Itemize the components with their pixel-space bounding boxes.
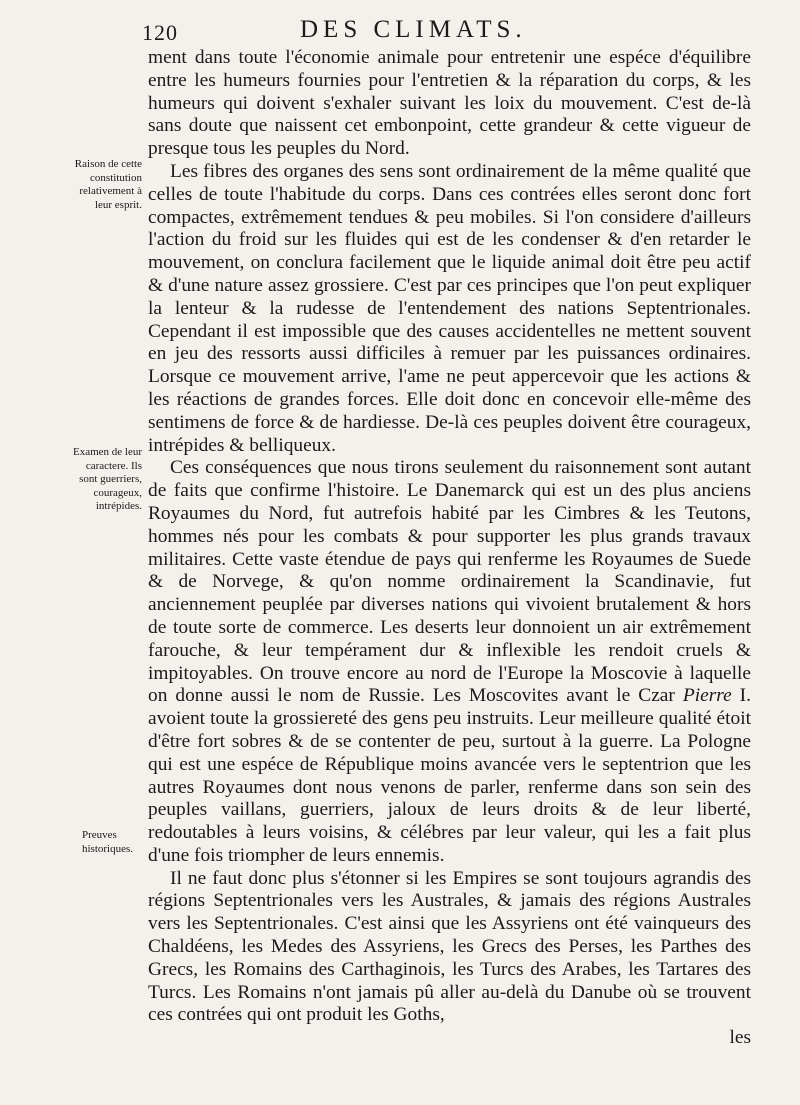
paragraph-fibres: Les fibres des organes des sens sont ordinairement de la même qualité que celles de toute l'habitude du corps. Dans ces contrées elles seront donc fort compactes, extrêmement tendues & peu mobiles. Si l'on considere d'ailleurs l'action du froid sur les fluides qui est de les condenser & d'en retarder le mouvement, on conclura facilement que le liquide animal doit être peu actif & d'une nature assez grossiere. C'est par ces principes que l'on peut expliquer la lenteur & la rudesse de l'entendement des nations Septentrionales. Cependant il est impossible que des causes accidentelles ne mettent souvent en jeu des ressorts aussi difficiles à remuer par les puissances ordinaires. Lorsque ce mouvement arrive, l'ame ne peut appercevoir que les actions & les réactions de grandes forces. Elle doit donc en concevoir elle-même des sentimens de force & de hardiesse. De-là ces peuples doivent être courageux, intrépides & belliqueux. xyxy=(148,160,751,456)
body-text xyxy=(148,47,751,1050)
margin-note-examen: Examen de leur caractere. Ils sont guerriers, courageux, intrépides. xyxy=(72,446,142,512)
page-number: 120 xyxy=(142,20,178,45)
running-title: DES CLIMATS. xyxy=(300,16,527,43)
italic-name-pierre: Pierre xyxy=(682,685,732,707)
paragraph-consequences-part1: Ces conséquences que nous tirons seulement du raisonnement sont autant de faits que confirme l'histoire. Le Danemarck qui est un des plus anciens Royaumes du Nord, fut autrefois habité par les Cimbres & les Teutons, hommes nés pour les combats & pour supporter les plus grands travaux militaires. Cette vaste étendue de pays qui renferme les Royaumes de Suede & de Norvege, & qu'on nomme ordinairement la Scandinavie, fut anciennement peuplée par diverses nations qui vivoient brutalement & hors de toute sorte de commerce. Les deserts leur donnoient un air extrêmement farouche, & leur tempérament dur & inflexible les rendoit cruels & impitoyables. On trouve encore au nord de l'Europe la Moscovie à laquelle on donne aussi le nom de Russie. Les Moscovites avant le Czar xyxy=(148,457,751,707)
paragraph-consequences xyxy=(148,457,751,867)
margin-note-raison: Raison de cette constitution relativement à leur esprit. xyxy=(74,158,142,211)
paragraph-empires-text: Il ne faut donc plus s'étonner si les Empires se sont toujours agrandis des régions Septentrionales vers les Australes, & jamais des régions Australes vers les Septentrionales. C'est ainsi que les Assyriens ont été vainqueurs des Chaldéens, les Medes des Assyriens, les Grecs des Perses, les Parthes des Grecs, les Romains des Carthaginois, les Turcs des Arabes, les Tartares des Turcs. Les Romains n'ont jamais pû aller au-delà du Danube où se trouvent ces contrées qui ont produit les Goths, xyxy=(148,867,751,1026)
paragraph-empires xyxy=(148,868,751,1050)
catchword: les xyxy=(729,1027,751,1049)
margin-note-preuves: Preuves historiques. xyxy=(82,829,134,855)
paragraph-continued: ment dans toute l'économie animale pour entretenir une espéce d'équilibre entre les humeurs fournies pour l'entretien & la réparation du corps, & les humeurs qui doivent s'exhaler suivant les loix du mouvement. C'est de-là sans doute que naissent cet embonpoint, cette grandeur & cette vigueur de presque tous les peuples du Nord. xyxy=(148,47,751,160)
paragraph-consequences-part2: I. avoient toute la grossiereté des gens peu instruits. Leur meilleure qualité étoit d'être fort sobres & de se contenter de peu, surtout à la guerre. La Pologne qui est une espéce de République moins avancée vers le septentrion que les autres Royaumes dont nous venons de parler, renferme dans son sein des peuples vaillans, guerriers, jaloux de leurs droits & de leur liberté, redoutables à leurs voisins, & célébres par leur valeur, qui les a fait plus d'une fois triompher de leurs ennemis. xyxy=(148,685,751,866)
